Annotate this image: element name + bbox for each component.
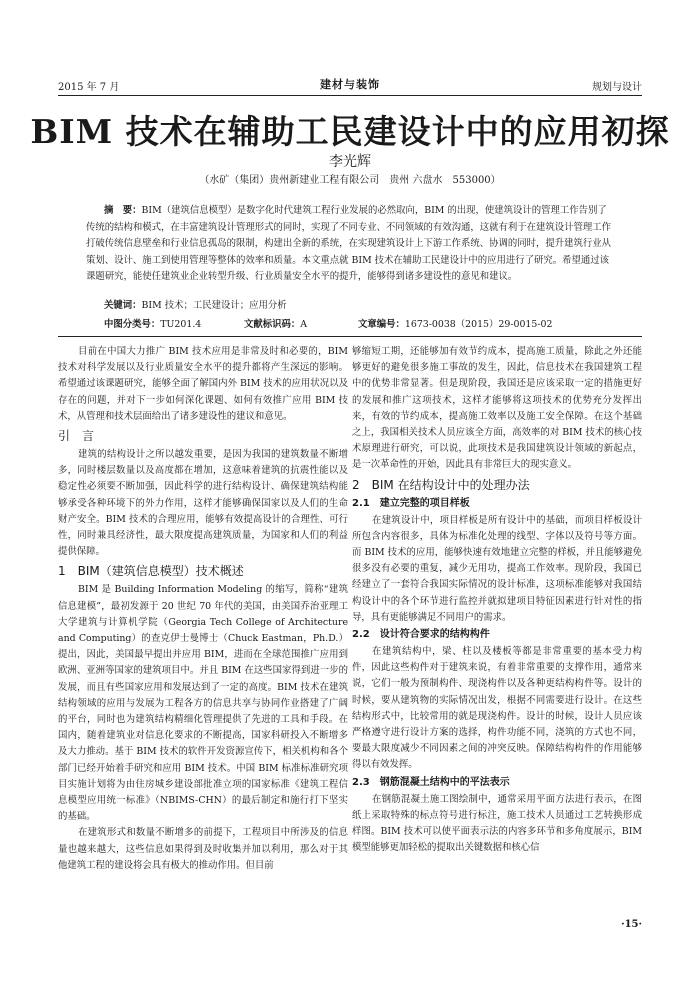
intro-paragraph: 目前在中国大力推广 BIM 技术应用是非常及时和必要的，BIM 技术对科学发展以及行业质量安全水平的提升都将产生深远的影响。希望通过该课题研究，能够全面了解国内外 BIM 技术的应用状况以及存在的问题，并对下一步如何深化课题、如何有效推广应用 BIM 技术，从管理和技术层面给出了诸多建设性的建议和意见。: [58, 346, 348, 422]
right-column: [352, 344, 642, 856]
art-value: 1673-0038（2015）29-0015-02: [404, 319, 553, 330]
issue-date: 2015 年 7 月: [58, 82, 120, 93]
subsection-heading-2-1: 2.1 建立完整的项目样板: [352, 497, 470, 509]
subsection-heading-2-3: 2.3 钢筋混凝土结构中的平法表示: [352, 776, 510, 788]
clc-number: [104, 316, 201, 330]
page-number: ·15·: [621, 919, 642, 930]
article-number: [358, 316, 552, 330]
abstract-label: 摘 要：: [104, 205, 142, 216]
subsection-heading-2-2: 2.2 设计符合要求的结构构件: [352, 629, 490, 641]
section-heading-1: 1 BIM（建筑信息模型）技术概述: [58, 564, 244, 579]
clc-label: 中图分类号：: [104, 319, 161, 330]
body-paragraph: 建筑的结构设计之所以越发重要，是因为我国的建筑数量不断增多，同时楼层数量以及高度都在增加，这意味着建筑的抗震性能以及稳定性必须要不断加强，因此科学的进行结构设计、确保建筑结构能够承受各种环境下的外力作用，这样才能够确保国家以及人们的生命财产安全。BIM 技术的合理应用，能够有效提高设计的合理性、可行性，同时兼具经济性，最大限度提高建筑质量，为国家和人们的利益提供保障。: [58, 449, 348, 558]
clc-value: TU201.4: [160, 319, 202, 330]
body-paragraph: BIM 是 Building Information Modeling 的缩写，简称“建筑信息建模”，最初发源于 20 世纪 70 年代的美国，由美国乔治亚理工大学建筑与计算机学院（Georgia Tech College of Architecture and Computing）的查克伊士曼博士（Chuck Eastman，Ph.D.）提出，因此，美国最早提出并应用 BIM，进而在全球范围推广应用到欧洲、亚洲等国家的建筑项目中。并且 BIM 在这些国家得到进一步的发展，而且有些国家应用和发展达到了一定的高度。BIM 技术在建筑结构领域的应用与发展为工程各方的信息共享与协同作业搭建了广阔的平台，同时也为建筑结构精细化管理提供了先进的工具和手段。在国内，随着建筑业对信息化要求的不断提高，国家科研投入不断增多及大力推动。基于 BIM 技术的软件开发资源宣传下，相关机构和各个部门已经开始着手研究和应用 BIM 技术。中国 BIM 标准标准研究项目实施计划将为由住房城乡建设部批准立项的国家标准《建筑工程信息模型应用统一标准》（NBIMS-CHN）的最后制定和施行打下坚实的基础。: [58, 584, 348, 823]
doc-value: A: [300, 319, 308, 330]
body-paragraph: 够缩短工期，还能够加有效节约成本，提高施工质量，除此之外还能够更好的避免很多施工事故的发生，因此，信息技术在我国建筑工程中的优势非常显著。但是现阶段，我国还是应该采取一定的措施更好的发展和推广这项技术，这样才能够将这项技术的优势充分发挥出来，有效的节约成本，提高施工效率以及施工安全保障。在这个基础之上，我国相关技术人员应该全方面，高效率的对 BIM 技术的核心技术原理进行研究，可以说，此项技术是我国建筑设计领域的新起点，是一次革命性的开始，因此具有非常巨大的现实意义。: [352, 346, 642, 471]
keywords: [104, 297, 287, 311]
abstract: [86, 203, 614, 286]
art-label: 文章编号：: [358, 319, 405, 330]
abstract-text: BIM（建筑信息模型）是数字化时代建筑工程行业发展的必然取向，BIM 的出现，使建筑设计的管理工作告别了传统的结构和模式，在丰富建筑设计管理形式的同时，实现了不同专业、不同领域的有效沟通，这就有利于在建筑设计管理工作打破传统信息壁垒和行业信息孤岛的限制，构建出全新的系统，在实现建筑设计上下游工作系统、协调的同时，提升建筑行业从策划、设计、施工到使用管理等整体的效率和质量。本文重点就 BIM 技术在辅助工民建设计中的应用进行了研究。希望通过该课题研究，能使任建筑业企业转型升级、行业质量安全水平的提升，能够得到诸多建设性的意见和建议。: [86, 205, 612, 282]
doc-label: 文献标识码：: [244, 319, 301, 330]
abstract-rule: [58, 336, 642, 337]
keywords-text: BIM 技术；工民建设计；应用分析: [141, 300, 287, 311]
article-title: BIM 技术在辅助工民建设计中的应用初探: [30, 112, 670, 151]
running-header: [58, 76, 642, 94]
section-name: 规划与设计: [592, 82, 642, 93]
journal-name: 建材与装饰: [320, 78, 380, 91]
affiliation: （水矿（集团）贵州新建业工程有限公司 贵州 六盘水 553000）: [199, 175, 501, 186]
body-paragraph: 在建筑设计中，项目样板是所有设计中的基础，而项目样板设计所包含内容很多，具体为标准化处理的线型、字体以及符号等方面。而 BIM 技术的应用，能够快速有效地建立完整的样板，并且能够避免很多没有必要的重复，减少无用功，提高工作效率。现阶段，我国已经建立了一套符合我国实际情况的设计标准，这项标准能够对我国结构设计中的各个环节进行监控并就拟建项目特征因素进行针对性的指导，具有更能够满足不同用户的需求。: [352, 514, 642, 623]
body-paragraph: 在钢筋混凝土施工图绘制中，通常采用平面方法进行表示，在图纸上采取特殊的标点符号进行标注，施工技术人员通过工艺转换形成样图。BIM 技术可以使平面表示法的内容多环节和多角度展示，BIM 模型能够更加轻松的提取出关键数据和核心信: [352, 793, 642, 854]
body-paragraph: 在建筑结构中，梁、柱以及楼板等都是非常重要的基本受力构件，因此这些构件对于建筑来说，有着非常重要的支撑作用，通常来说，它们一般为预制构件、现浇构件以及各种更结构构件等。设计的时候，要从建筑物的实际情况出发，根据不同需要进行设计。在这些结构形式中，比较常用的就是现浇构件。设计的时候，设计人员应该严格遵守进行设计方案的选择，构件功能不同，浇筑的方式也不同，要最大限度减少不同因素之间的冲突反映。保障结构构件的作用能够得以有效发挥。: [352, 646, 642, 771]
header-rule: [58, 95, 642, 96]
section-heading-intro: 引 言: [58, 429, 95, 444]
author: 李光辉: [329, 154, 371, 170]
body-paragraph: 在建筑形式和数量不断增多的前提下，工程项目中所涉及的信息量也越来越大，这些信息如果得到及时收集并加以利用，那么对于其他建筑工程的建设将会具有极大的推动作用。但目前: [58, 827, 348, 871]
section-heading-2: 2 BIM 在结构设计中的处理办法: [352, 477, 530, 492]
keywords-label: 关键词：: [104, 300, 142, 311]
doc-code: [244, 316, 307, 330]
left-column: [58, 344, 348, 874]
